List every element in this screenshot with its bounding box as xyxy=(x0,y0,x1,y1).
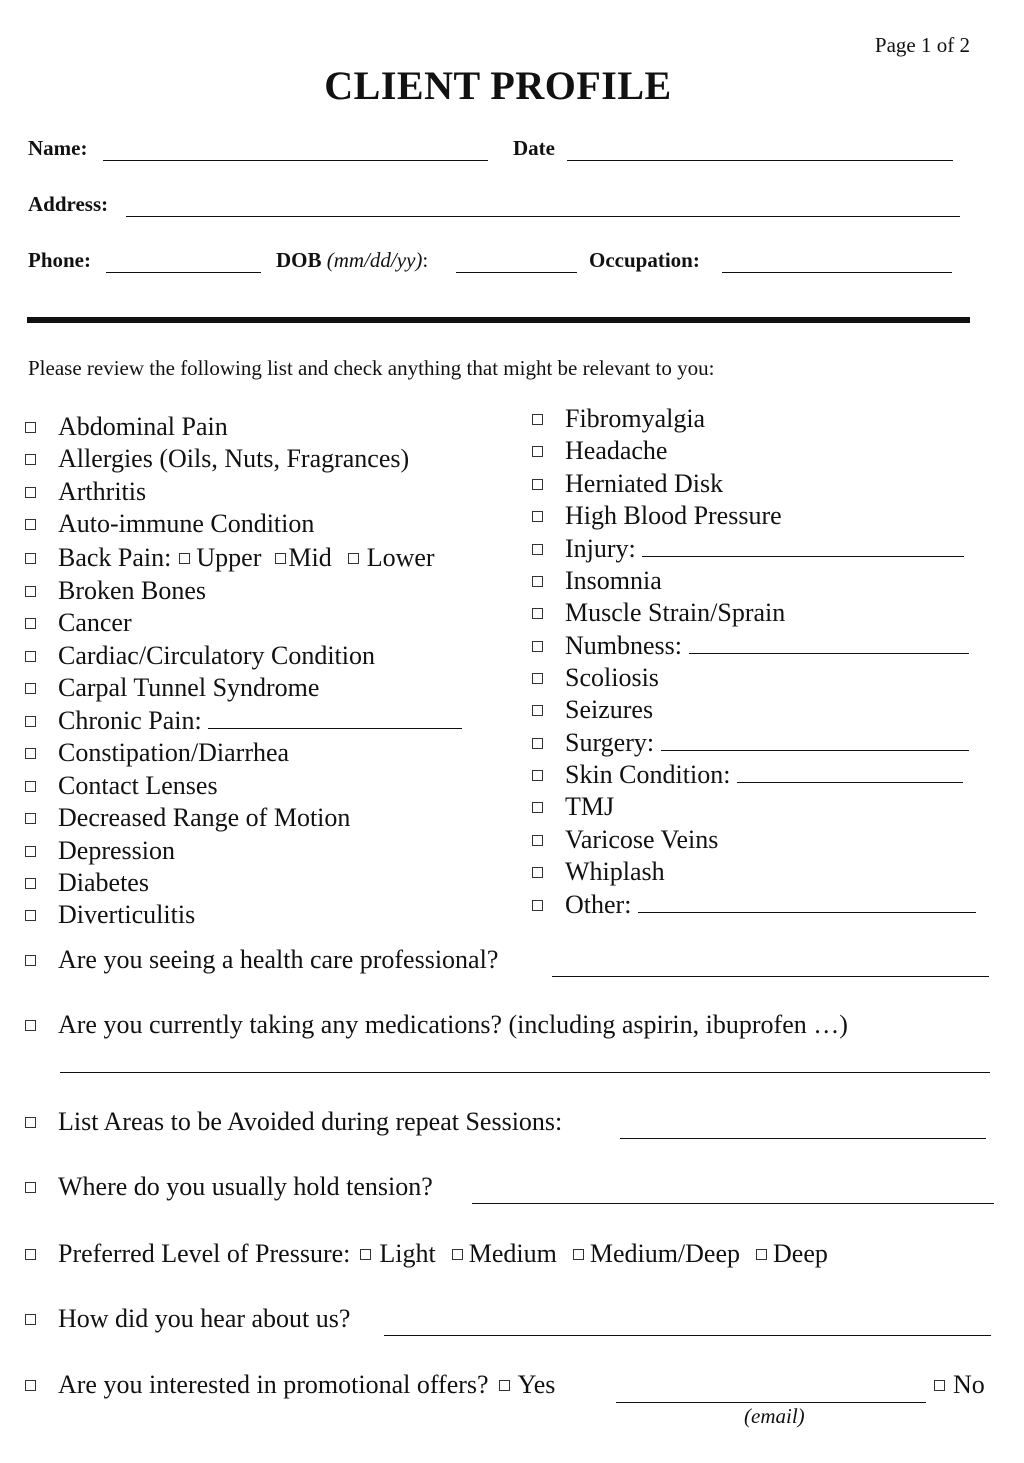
dob-field[interactable] xyxy=(456,246,577,273)
condition-label: Seizures xyxy=(565,695,654,724)
condition-decreased-range[interactable] xyxy=(25,801,350,834)
dob-colon: : xyxy=(422,248,429,272)
checkbox-icon[interactable] xyxy=(499,1380,510,1391)
checkbox-icon[interactable] xyxy=(25,586,36,597)
question-tension[interactable] xyxy=(25,1172,433,1202)
intro-text: Please review the following list and check anything that might be relevant to you: xyxy=(28,356,715,380)
surgery-field[interactable] xyxy=(661,726,969,751)
checkbox-icon[interactable] xyxy=(532,446,543,457)
condition-insomnia[interactable] xyxy=(532,564,662,597)
checkbox-icon[interactable] xyxy=(532,641,543,652)
checkbox-icon[interactable] xyxy=(25,1380,36,1391)
question-label: Preferred Level of Pressure: xyxy=(58,1239,351,1268)
date-label: Date xyxy=(513,136,555,160)
condition-varicose-veins[interactable] xyxy=(532,823,718,856)
checkbox-icon[interactable] xyxy=(25,487,36,498)
checkbox-icon[interactable] xyxy=(25,781,36,792)
promo-no-label: No xyxy=(953,1370,985,1399)
date-field[interactable] xyxy=(567,134,953,161)
checkbox-icon[interactable] xyxy=(25,955,36,966)
condition-chronic-pain[interactable] xyxy=(25,704,462,737)
condition-label: Injury: xyxy=(565,534,636,563)
page-number: Page 1 of 2 xyxy=(874,33,970,57)
condition-tmj[interactable] xyxy=(532,790,614,823)
condition-contact-lenses[interactable] xyxy=(25,769,218,802)
condition-abdominal-pain[interactable] xyxy=(25,410,228,443)
checkbox-icon[interactable] xyxy=(25,813,36,824)
checkbox-icon[interactable] xyxy=(532,867,543,878)
medications-field[interactable] xyxy=(60,1046,990,1073)
phone-label: Phone: xyxy=(28,248,91,272)
condition-scoliosis[interactable] xyxy=(532,661,659,694)
checkbox-icon[interactable] xyxy=(25,1249,36,1260)
occupation-label: Occupation: xyxy=(589,248,700,272)
dob-format: (mm/dd/yy) xyxy=(326,248,423,272)
condition-diverticulitis[interactable] xyxy=(25,898,195,931)
question-label: Are you seeing a health care professional? xyxy=(58,945,499,974)
email-caption: (email) xyxy=(744,1404,805,1428)
condition-muscle-strain[interactable] xyxy=(532,596,785,629)
condition-label: Skin Condition: xyxy=(565,760,731,789)
condition-high-blood-pressure[interactable] xyxy=(532,499,782,532)
back-pain-upper-label: Upper xyxy=(196,543,262,572)
checkbox-icon[interactable] xyxy=(573,1249,584,1260)
checkbox-icon[interactable] xyxy=(25,422,36,433)
condition-label: Allergies (Oils, Nuts, Fragrances) xyxy=(58,444,410,473)
condition-herniated-disk[interactable] xyxy=(532,467,723,500)
condition-label: Broken Bones xyxy=(58,576,207,605)
condition-label: Whiplash xyxy=(565,857,665,886)
condition-label: Herniated Disk xyxy=(565,469,724,498)
question-health-professional[interactable] xyxy=(25,945,498,975)
condition-label: Scoliosis xyxy=(565,663,659,692)
condition-auto-immune[interactable] xyxy=(25,507,314,540)
condition-cancer[interactable] xyxy=(25,606,132,639)
checkbox-icon[interactable] xyxy=(25,878,36,889)
back-pain-lower-label: Lower xyxy=(366,543,435,572)
address-label: Address: xyxy=(28,192,109,216)
condition-constipation[interactable] xyxy=(25,736,289,769)
checkbox-icon[interactable] xyxy=(25,1314,36,1325)
question-label: Are you currently taking any medications? (including aspirin, ibuprofen …) xyxy=(58,1010,848,1039)
checkbox-icon[interactable] xyxy=(532,479,543,490)
question-pressure[interactable] xyxy=(25,1239,828,1269)
tension-field[interactable] xyxy=(472,1177,994,1204)
name-label: Name: xyxy=(28,136,88,160)
question-label: Are you interested in promotional offers? xyxy=(58,1370,489,1399)
checkbox-icon[interactable] xyxy=(25,910,36,921)
condition-label: Headache xyxy=(565,436,668,465)
checkbox-icon[interactable] xyxy=(532,802,543,813)
checkbox-icon[interactable] xyxy=(25,1020,36,1031)
areas-avoid-field[interactable] xyxy=(620,1112,986,1139)
checkbox-icon[interactable] xyxy=(25,454,36,465)
condition-label: Auto-immune Condition xyxy=(58,509,315,538)
checkbox-icon[interactable] xyxy=(25,553,36,564)
condition-label: Carpal Tunnel Syndrome xyxy=(58,673,320,702)
condition-label: Constipation/Diarrhea xyxy=(58,738,290,767)
email-field[interactable] xyxy=(616,1376,926,1403)
condition-depression[interactable] xyxy=(25,834,175,867)
condition-arthritis[interactable] xyxy=(25,475,146,508)
condition-label: High Blood Pressure xyxy=(565,501,782,530)
condition-label: Cardiac/Circulatory Condition xyxy=(58,641,375,670)
question-medications[interactable] xyxy=(25,1010,848,1040)
checkbox-icon[interactable] xyxy=(25,1117,36,1128)
checkbox-icon[interactable] xyxy=(25,519,36,530)
pressure-medium-deep-label: Medium/Deep xyxy=(589,1239,741,1268)
checkbox-icon[interactable] xyxy=(532,576,543,587)
condition-other[interactable] xyxy=(532,888,976,921)
checkbox-icon[interactable] xyxy=(25,1182,36,1193)
condition-label: Fibromyalgia xyxy=(565,404,706,433)
condition-label: Muscle Strain/Sprain xyxy=(565,598,786,627)
condition-diabetes[interactable] xyxy=(25,866,149,899)
condition-skin[interactable] xyxy=(532,758,963,791)
checkbox-icon[interactable] xyxy=(532,835,543,846)
condition-label: Back Pain: xyxy=(58,543,172,572)
checkbox-icon[interactable] xyxy=(532,544,543,555)
checkbox-icon[interactable] xyxy=(25,651,36,662)
promo-no-option[interactable] xyxy=(934,1370,985,1400)
pressure-medium-label: Medium xyxy=(468,1239,557,1268)
checkbox-icon[interactable] xyxy=(25,846,36,857)
condition-label: TMJ xyxy=(565,792,615,821)
checkbox-icon[interactable] xyxy=(532,738,543,749)
name-field[interactable] xyxy=(103,134,488,161)
condition-cardiac[interactable] xyxy=(25,639,375,672)
condition-surgery[interactable] xyxy=(532,726,969,759)
pressure-deep-label: Deep xyxy=(773,1239,828,1268)
hear-about-field[interactable] xyxy=(384,1309,991,1336)
condition-label: Varicose Veins xyxy=(565,825,719,854)
condition-label: Decreased Range of Motion xyxy=(58,803,351,832)
dob-label-text: DOB xyxy=(276,248,322,272)
checkbox-icon[interactable] xyxy=(25,716,36,727)
question-hear-about[interactable] xyxy=(25,1304,350,1334)
checkbox-icon[interactable] xyxy=(532,511,543,522)
condition-label: Numbness: xyxy=(565,631,682,660)
question-label: Where do you usually hold tension? xyxy=(58,1172,433,1201)
condition-label: Diverticulitis xyxy=(58,900,196,929)
checkbox-icon[interactable] xyxy=(532,770,543,781)
page-title: CLIENT PROFILE xyxy=(324,63,672,108)
skin-condition-field[interactable] xyxy=(737,758,963,783)
condition-label: Chronic Pain: xyxy=(58,706,202,735)
condition-fibromyalgia[interactable] xyxy=(532,402,705,435)
condition-allergies[interactable] xyxy=(25,442,409,475)
checkbox-icon[interactable] xyxy=(360,1249,371,1260)
pressure-light-label: Light xyxy=(379,1239,436,1268)
condition-label: Depression xyxy=(58,836,175,865)
checkbox-icon[interactable] xyxy=(532,900,543,911)
question-promotional[interactable] xyxy=(25,1370,555,1400)
question-areas-avoid[interactable] xyxy=(25,1107,562,1137)
condition-label: Contact Lenses xyxy=(58,771,218,800)
chronic-pain-field[interactable] xyxy=(208,704,462,729)
injury-field[interactable] xyxy=(642,532,964,557)
condition-headache[interactable] xyxy=(532,434,667,467)
occupation-field[interactable] xyxy=(722,246,952,273)
checkbox-icon[interactable] xyxy=(756,1249,767,1260)
health-professional-field[interactable] xyxy=(552,950,989,977)
question-label: How did you hear about us? xyxy=(58,1304,351,1333)
condition-label: Insomnia xyxy=(565,566,662,595)
checkbox-icon[interactable] xyxy=(25,683,36,694)
checkbox-icon[interactable] xyxy=(934,1380,945,1391)
condition-injury[interactable] xyxy=(532,532,964,565)
condition-label: Abdominal Pain xyxy=(58,412,228,441)
condition-carpal-tunnel[interactable] xyxy=(25,671,319,704)
back-pain-mid-label: Mid xyxy=(288,543,332,572)
section-divider xyxy=(27,317,970,323)
condition-label: Surgery: xyxy=(565,728,655,757)
question-label: List Areas to be Avoided during repeat Sessions: xyxy=(58,1107,563,1136)
phone-field[interactable] xyxy=(106,246,261,273)
promo-yes-label: Yes xyxy=(517,1370,556,1399)
condition-label: Diabetes xyxy=(58,868,149,897)
checkbox-icon[interactable] xyxy=(532,705,543,716)
checkbox-icon[interactable] xyxy=(25,748,36,759)
numbness-field[interactable] xyxy=(689,629,969,654)
condition-label: Other: xyxy=(565,890,632,919)
checkbox-icon[interactable] xyxy=(532,608,543,619)
address-field[interactable] xyxy=(126,190,960,217)
checkbox-icon[interactable] xyxy=(348,553,359,564)
checkbox-icon[interactable] xyxy=(275,553,286,564)
dob-label xyxy=(276,248,428,273)
checkbox-icon[interactable] xyxy=(179,553,190,564)
condition-seizures[interactable] xyxy=(532,693,653,726)
condition-label: Arthritis xyxy=(58,477,147,506)
condition-numbness[interactable] xyxy=(532,629,969,662)
condition-label: Cancer xyxy=(58,608,132,637)
checkbox-icon[interactable] xyxy=(532,673,543,684)
condition-whiplash[interactable] xyxy=(532,855,665,888)
checkbox-icon[interactable] xyxy=(25,618,36,629)
other-field[interactable] xyxy=(638,888,976,913)
condition-back-pain[interactable] xyxy=(25,541,435,574)
checkbox-icon[interactable] xyxy=(532,414,543,425)
condition-broken-bones[interactable] xyxy=(25,574,206,607)
checkbox-icon[interactable] xyxy=(452,1249,463,1260)
